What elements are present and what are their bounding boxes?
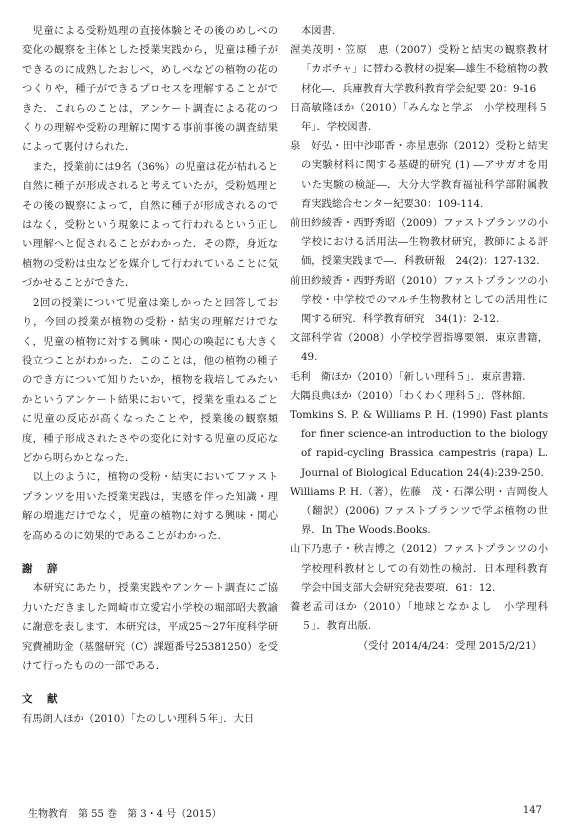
reference-entry-first: 有馬朗人ほか（2010）「たのしい理科５年」．大日 <box>22 712 255 725</box>
reference-entry: 泉 好弘・田中沙耶香・赤星恵弥（2012）受粉と結実の実験材料に関する基礎的研究 (1) ―アサガオを用いた実験の検証―．大分大学教育福祉科学部附属教育実践総合センター紀要30：109-114. <box>290 140 548 210</box>
reference-entry: 養老孟司ほか（2010）「地球となかよし 小学理科５」．教育出版. <box>290 601 548 633</box>
right-column <box>290 22 548 656</box>
page-number: 147 <box>522 805 542 816</box>
section-gap <box>22 676 278 690</box>
reference-list <box>290 22 548 637</box>
reference-entry: 日高敏隆ほか（2010）「みんなと学ぶ 小学校理科５年」．学校図書. <box>290 101 548 134</box>
conclusion-paragraph-4: 以上のように，植物の受粉・結実においてファストプランツを用いた授業実践は，実感を伴った知識・理解の増進だけでなく，児童の植物に対する興味・関心を高めるのに効果的であることがわかった． <box>22 471 278 542</box>
reference-entry: 山下乃恵子・秋吉博之（2012）ファストプランツの小学校理科教材としての有効性の検討．日本理科教育学会中国支部大会研究発表要項．61：12. <box>290 543 548 594</box>
reference-entry: Tomkins S. P. & Williams P. H. (1990) Fast plants for finer science-an introduction to the biology of rapid-cycling Brassica campestris (rapa) L. Journal of Biological Education 24(4):239-250. <box>290 409 548 479</box>
reference-entry: 文部科学省（2008）小学校学習指導要領．東京書籍，49. <box>290 332 548 364</box>
references-heading: 文 献 <box>22 693 60 706</box>
conclusion-paragraph-1: 児童による受粉処理の直接体験とその後のめしべの変化の観察を主体とした授業実践から，児童は種子ができるのに成熟したおしべ，めしべなどの植物の花のつくりや，種子ができるプロセスを理解することができた．これらのことは，アンケート調査による花のつくりの理解や受粉の理解に関する事前事後の調査結果によって裏付けられた． <box>22 25 278 154</box>
reference-entry: 毛利 衛ほか（2010）「新しい理科５」．東京書籍. <box>290 370 526 383</box>
journal-footer: 生物教育 第 55 巻 第 3・4 号（2015） <box>28 809 222 820</box>
reference-entry: 前田紗綾香・西野秀昭（2010）ファストプランツの小学校・中学校でのマルチ生物教材としての活用性に関する研究．科学教育研究 34(1)：2-12. <box>290 274 548 326</box>
conclusion-paragraph-3: 2回の授業について児童は楽しかったと回答しており，今回の授業が植物の受粉・結実の理解だけでなく，児童の植物に対する興味・関心の喚起にも大きく役立つことがわかった．このことは，他の植物の種子のでき方について知りたいか，植物を栽培してみたいかというアンケート結果において，授業を重ねるごとに児童の反応が高くなったことや，授業後の観察頻度，種子形成されたさやの変化に対する児童の反応などから明らかとなった． <box>22 296 278 464</box>
reference-entry: 大隅良典ほか（2010）「わくわく理科５」．啓林館. <box>290 389 526 402</box>
conclusion-paragraph-2: また，授業前には9名（36%）の児童は花が枯れると自然に種子が形成されると考えていたが，受粉処理とその後の観察によって，自然に種子が形成されるのではなく，受粉という現象によって行われるという正しい理解へと促されることがわかった．その際，身近な植物の受粉は虫などを媒介して行われていることに気づかせることができた． <box>22 160 278 290</box>
received-accepted-note: （受付 2014/4/24：受理 2015/2/21） <box>357 639 542 652</box>
reference-entry: Williams P. H.（著），佐藤 茂・石澤公明・吉岡俊人（翻訳）(2006) ファストプランツで学ぶ植物の世界．In The Woods.Books. <box>290 485 548 537</box>
section-gap <box>22 546 278 560</box>
reference-entry: 渥美茂明・笠原 恵（2007）受粉と結実の観察教材「カボチャ」に替わる教材の提案―雄生不稔植物の教材化―．兵庫教育大学教科教育学会紀要 20：9-16 <box>290 44 548 95</box>
reference-entry: 前田紗綾香・西野秀昭（2009）ファストプランツの小学校における活用法―生物教材研究，教師による評価，授業実践まで―．科教研報 24(2)：127-132. <box>290 217 548 268</box>
acknowledgment-heading: 謝 辞 <box>22 562 60 575</box>
acknowledgment-text: 本研究にあたり，授業実践やアンケート調査にご協力いただきました岡崎市立愛宕小学校の堀部昭夫教諭に謝意を表します．本研究は，平成25〜27年度科学研究費補助金（基盤研究（C）課題番号25381250）を受けて行ったものの一部である． <box>22 582 278 672</box>
left-column <box>22 22 278 729</box>
reference-entry: 本図書. <box>301 25 336 37</box>
